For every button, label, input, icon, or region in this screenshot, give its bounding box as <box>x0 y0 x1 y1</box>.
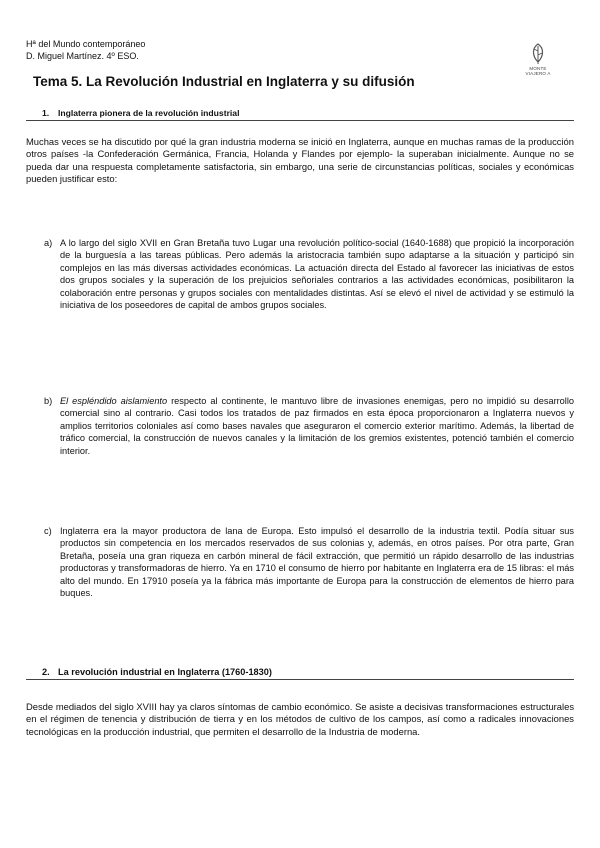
list-item-c <box>44 525 574 599</box>
list-item-a <box>44 237 574 311</box>
section-2-heading <box>26 667 574 680</box>
leaf-logo-icon <box>528 42 548 66</box>
list-item-label: a) <box>44 238 53 248</box>
list-item-label: c) <box>44 526 52 536</box>
page-title: Tema 5. La Revolución Industrial en Inglaterra y su difusión <box>33 74 415 89</box>
teacher-name: D. Miguel Martínez. 4º ESO. <box>26 51 139 61</box>
course-name: Hª del Mundo contemporáneo <box>26 39 146 49</box>
list-item-text: Inglaterra era la mayor productora de lana de Europa. Esto impulsó el desarrollo de la industria textil. Podía situar sus productos sin competencia en los mercados reservados de sus colonias y, además, en otros países. Por otra parte, Gran Bretaña, poseía una gran riqueza en carbón mineral de fácil extracción, que permitió un rápido desarrollo de las industrias productoras y transformadoras de hierro. Ya en 1710 el consumo de hierro por habitante en Inglaterra era de 15 libras: el más alto del mundo. En 17910 poseía ya la fábrica más importante de Europa para la construcción de elementos de hierro para buques. <box>60 526 574 599</box>
section-1-heading <box>26 108 574 121</box>
list-item-body: respecto al continente, le mantuvo libre de invasiones enemigas, pero no impidió su desarrollo comercial sino al contrario. Casi todos los tratados de paz firmados en esta época proporcionaron a Inglaterra nuevos y amplios territorios coloniales así como bases navales que aseguraron el comercio exterior marítimo. Además, la libertad de tráfico comercial, la construcción de nuevos canales y la limitación de los gremios existentes, potenció también el comercio interior. <box>60 396 574 456</box>
school-logo <box>518 42 558 90</box>
logo-line-2: VIAJERO A <box>525 71 551 76</box>
list-item-text <box>60 395 574 457</box>
list-item-text: A lo largo del siglo XVII en Gran Bretaña tuvo Lugar una revolución político-social (1640-1688) que propició la incorporación de la burguesía a las tareas públicas. Pero además la aristocracia también supo adaptarse a la situación y participó sin complejos en las más diversas actividades económicas. La actuación directa del Estado al favorecer las iniciativas de estos dos grupos sociales y la superación de los prejuicios señoriales contrarios a las actividades económicas, posibilitaron la colaboración entre personas y grupos sociales con mentalidades distintas. Así se elevó el nivel de actividad y se estimuló la iniciativa de los poseedores de capital de ambos grupos sociales. <box>60 238 574 311</box>
section-2-title: La revolución industrial en Inglaterra (1760-1830) <box>58 667 272 677</box>
intro-paragraph: Muchas veces se ha discutido por qué la gran industria moderna se inició en Inglaterra, aunque en muchas ramas de la producción otros países -la Confederación Germánica, Francia, Holanda y Flandes por ejemplo- la superaban inicialmente. Aunque no se pueda dar una respuesta completamente satisfactoria, sin embargo, una serie de circunstancias políticas, sociales y económicas pueden justificar esto: <box>26 136 574 185</box>
section-2-number: 2. <box>42 667 50 677</box>
emphasis-text: El espléndido aislamiento <box>60 396 168 406</box>
section-1-title: Inglaterra pionera de la revolución industrial <box>58 108 240 118</box>
section-1-number: 1. <box>42 108 50 118</box>
document-header <box>26 38 145 62</box>
section-2-paragraph: Desde mediados del siglo XVIII hay ya claros síntomas de cambio económico. Se asiste a decisivas transformaciones estructurales en el régimen de tenencia y distribución de tierra y en los métodos de cultivo de los campos, así como a radicales innovaciones tecnológicas en la producción industrial, que permiten el desarrollo de la Industria de moderna. <box>26 701 574 737</box>
list-item-b <box>44 395 574 457</box>
logo-line-1: MONTE <box>529 66 547 71</box>
list-item-label: b) <box>44 396 53 406</box>
